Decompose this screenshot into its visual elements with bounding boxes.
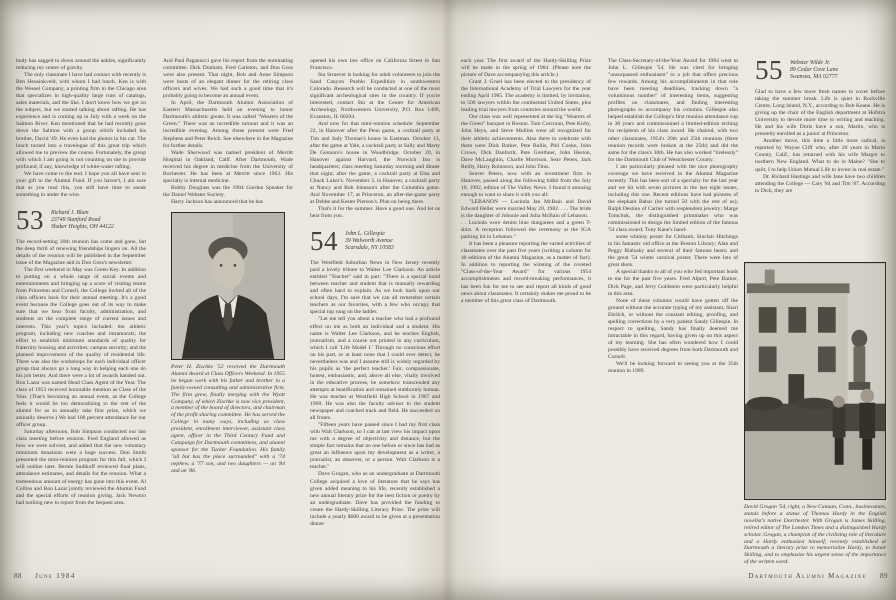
paragraph: Another move, this time a little more radical, is reported by Wayne Cliff who, after 20 years in Marin County, Calif., has returned with his wife Margot to northern New England. What to do in Maine? "She to quilt, I to help Union Mutual Life to invest in real estate.": [755, 138, 885, 173]
paragraph: some whimsy poster for Citibank; Sinclair Hitchings in his fantastic old office at the Boston Library; Alan and Peggy Bialosky and several of their famous bears; and the great '54 winter carnival poster. There were lots of great shots.: [608, 234, 738, 269]
paragraph: That's it for the summer. Have a good one. And let us hear from you.: [310, 205, 440, 220]
paragraph: We have come to the end. I hope you all have sent in your gift to the Alumni Fund. If you haven't, I am sure that as you read this, you still have time to sneak something in under the wire.: [16, 170, 146, 198]
paragraph: each year. The first award of the Hardy-Skilling Prize will be made in the spring of 1984. (Please note the picture of Dave accompanying this article.): [461, 58, 591, 79]
house-window: [818, 346, 836, 372]
paragraph: The first weekend in May was Green Key. In addition to putting on a whole range of social events and entertainments and bringing up a score of visiting teams from Princeton and Cornell, the College invited all of the class officers back for their annual meeting. It's a good event because the College goes out of its way to make sure that we hear from faculty, administration, and students on the complete range of current issues and interests. This year's topics included: the athletic program, including new coaches and intramurals; the effort to establish minimum standards of quality for fraternity housing and activities; campus security; and the planned improvement of the quality of residential life. There was also the workshops for each individual officer group that always go a long way in helping each one do his job better. And there were a lot of awards handed out. Ron Lazar was named Head Class Agent of the Year. The class of 1953 received honorable mention as Class of the Year. (That's becoming an annual event, as the College feels it would be too demoralizing to the rest of the alumni for us to annually take first prize, which we annually deserve.) We had 100 percent attendance for our officer group.: [16, 267, 146, 429]
house-window: [788, 307, 806, 333]
right-footer-magazine-title: Dartmouth Alumni Magazine: [748, 572, 867, 580]
skilling-figure-body: [833, 408, 846, 438]
grogan-figure-legs: [862, 438, 872, 470]
class-1954-notes: [310, 260, 440, 528]
paragraph: The record-setting 30th reunion has come and gone, but the deep thrill of renewing friendships lingers on. All the details of the reunion will be published in the September issue of the Magazine and in Don Goss's newsletter.: [16, 238, 146, 267]
class-1954-notes-continued-2: [608, 58, 738, 375]
class-1954-numeral: 54: [310, 226, 338, 257]
house-window: [818, 307, 836, 333]
paragraph: The Class-Secretary-of-the-Year Award for 1984 went to John L. Gillespie '54. He was cited for bringing "unsurpassed enthusiasm" to a job that offers precious few rewards. Among his accomplishments in that role have been meeting deadlines, tracking down "a voluminous number" of interesting items, suggesting profiles on classmates, and finding interesting photographs to accompany his columns. Gillespie also helped establish the College's first reunion attendance cup in 38 years and commissioned a limited-edition etching for recipients of his class award. He chaired, with two other classmates, 1954's 20th and 25th reunions (three reunion records were broken at the 25th) and did the same for the class's 30th. He has also worked "tirelessly" for the Dartmouth Club of Westchester County.: [608, 58, 738, 163]
paragraph: A special thanks to all of you who fed important leads to me for the past five years. Fred Alpert, Pete Barker, Dick Page, and Jerry Goldstein were particularly helpful in this area.: [608, 269, 738, 297]
paragraph: Our class was well represented at the big "Wearers of the Green" banquet in Boston. Tom Corcoran, Pete Kirby, John Heyn, and Steve Mullins were all recognized for their athletic achievements. Also there to celebrate with them were Dick Barker, Pete Bullis, Phil Cooke, John Crowe, Dick Danforth, Pete Greithner, John Heston, Dave McLaughlin, Charlie Morrison, Seav Peters, Jack Reilly, Harry Robinson, and John Titus.: [461, 114, 591, 170]
paragraph: Seaver Peters, now with an investment firm in Hanover, passed along the following tidbit from the July 10, 1982, edition of The Valley News. I found it amusing enough to want to share it with you all:: [461, 170, 591, 198]
zischke-portrait-photo: [171, 212, 285, 475]
secretary-address-line2: Swansea, MA 02777: [790, 74, 838, 80]
secretary-name: Webster Wilde Jr.: [790, 60, 831, 66]
paragraph: I am particularly pleased with the nice photography coverage we have received in the Alumni Magazine recently. This has been sort of a specialty for the last year and we hit with seven pictures in the last eight issues, including this one. Recent editions have had pictures of the elephant Babar (he turned 50 with the rest of us); Ralph Destino of Cartier with resplendent jewelry; Marge Tomchuk, the distinguished printmaker who was commissioned to design the limited edition of the famous '54 class award; Tony Kane's hand-: [608, 163, 738, 234]
portrait-eye-right: [234, 264, 237, 267]
paragraph: Bobby Douglass was the 1984 Gordon Speaker for the Daniel Webster Society.: [163, 184, 293, 198]
right-page-footer: [748, 572, 888, 580]
grogan-photo-caption: David Grogan '54, right, a New Canaan, Conn., businessman, stands before a statue of Thomas Hardy in the English novelist's native Dorchester. With Grogan is James Skilling, retired editor of The London Times and a distinguished Hardy scholar. Grogan, a champion of the civilizing role of literature and a Hardy enthusiast himself, recently established at Dartmouth a literary prize to memorialize Hardy, to honor Skilling, and to emphasize his urgent sense of the importance of the written word.: [744, 504, 886, 566]
outdoor-photo-illustration: [744, 262, 886, 500]
paragraph: We'll be looking forward to seeing you at the 35th reunion in 1989.: [608, 361, 738, 375]
paragraph: body has sagged to down around the ankles, significantly reducing my center of gravity.: [16, 58, 146, 72]
right-page-column-1: [461, 58, 591, 556]
right-page-column-2: [608, 58, 738, 556]
paragraph: It has been a pleasure reporting the varied activities of classmates over the past five years (writing a column for 40 editions of the Alumni Magazine, as a matter of fact). In addition to reporting the winning of the coveted "Class-of-the-Year Award" for various 1954 accomplishments and record-breaking performances, it has been fun for me to see and report all kinds of good news about classmates. It certainly makes me proud to be a member of this great class of Dartmouth.: [461, 241, 591, 304]
class-1953-notes: [16, 239, 146, 507]
zischke-photo-caption: Peter H. Zischke '52 received the Dartmouth Alumni Award at Class Officers Weekend. In 1955 he began work with his father and brother in a family-owned consulting and administrative firm. The firm grew, finally merging with the Wyatt Company, of which Zischke is now vice president, a member of the board of directors, and chairman of the profit sharing committee. He has served the College in many ways, including as class president, enrollment interviewer, assistant class agent, officer in the Third Century Fund and Campaign for Dartmouth committees, and alumni sponsor for the Tucker Foundation. His family "all but has the place surrounded" with a '74 nephew, a '77 son, and two daughters — an '84 and an '86.: [171, 363, 285, 474]
hardy-statue-plinth: [853, 346, 865, 383]
portrait-face: [211, 248, 244, 289]
house-chimney: [765, 270, 775, 286]
left-page-column-1: [16, 58, 146, 556]
secretary-name: John L. Gillespie: [345, 231, 385, 238]
class-1953-secretary-block: [51, 208, 114, 231]
grogan-figure-body: [859, 403, 875, 438]
class-1954-notes-continued: [461, 58, 591, 305]
secretary-address-line1: 23749 Stanford Road: [51, 216, 101, 223]
paragraph: Dr. Richard Hastings and wife Jane have two children attending the College — Cary '84 and Tim '87. According to Dick, they are: [755, 173, 885, 194]
paragraph: Wade Sherwood was named president of Merritt Hospital in Oakland, Calif. After Dartmouth, Wade received his degree in medicine from the University of Rochester. He has been at Merritt since 1963. His specialty is internal medicine.: [163, 149, 293, 184]
class-1955-numeral: 55: [755, 58, 783, 85]
paragraph: "Let me tell you about a teacher who had a profound effect on me as both an individual and a student. His name is Walter Lee Clarkson, and he teaches English, journalism, and a course not printed in any curriculum, which I call 'Life Model I.' Through no conscious effort on his part, or at least none that I could ever detect, he nevertheless was and I assume still is widely regarded by his pupils as 'the perfect teacher.' Fair, compassionate, honest, enthusiastic, and, above all else, vitally involved in the educative process, he somehow transcended any attempts at beatification and remained stubbornly human. He was teacher at Westfield High School in 1967 and 1968. He was also the faculty adviser to the student newspaper and coached track and field. He succeeded on all fronts.: [310, 316, 440, 422]
paragraph: opened his own law office on California Street in San Francisco.: [310, 58, 440, 72]
skilling-figure-head: [833, 396, 845, 408]
class-1953-notes-end: [310, 58, 440, 220]
secretary-address-line1: 89 Cedar Cove Lane: [790, 67, 839, 73]
grogan-hardy-statue-photo: [744, 262, 886, 566]
paragraph: Glad to have a few more fresh names to cover before taking the summer break. Life is quiet in Rockville Centre, Long Island, N.Y., according to Bob Keane. He is giving up the chair of the English department at Hofstra University to devote more time to writing and teaching. He and his wife Doris have a son, Martin, who is presently enrolled as a junior at Princeton.: [755, 89, 885, 138]
left-page-footer: [14, 572, 76, 580]
class-1954-section-header: [310, 226, 440, 257]
secretary-name: Richard J. Blum: [51, 209, 89, 216]
paragraph: In April, the Dartmouth Alumni Association of Eastern Massachusetts held an evening to honor Dartmouth's athletic greats. It was called "Wearers of the Green." There was an incredible turnout and it was an incredible evening. Among those present were Fred Stephens and Peter Reich. See elsewhere in the Magazine for further details.: [163, 100, 293, 149]
paragraph: The only classmate I have had contact with recently is Ben Heusinkveld, with whom I had lunch. Ken is with the Wessel Company, a printing firm in the Chicago area that specializes in high-quality large runs of catalogs, sales materials, and the like. I don't know how we got on the subject, but we started talking about rafting. He has experience and is coming up in July with a week on the Salmon River. Ken mentioned that he had recently gone down the Salmon with a group which included his brother, David '49. He even had the photos in his car. The lunch turned into a travelogue of this great trip which allowed me to preview the course. Fortunately, the group with which I am going is not counting on me to provide profound, if any, knowledge of white-water rafting.: [16, 72, 146, 170]
skilling-figure-legs: [835, 437, 844, 465]
hedge-top: [794, 398, 833, 410]
hedge-top: [747, 397, 782, 411]
paragraph: "LEBANON — Lucinda Jan McBain and David Edward Heller were married May 28, 1982. . . . The bride is the daughter of Johnnie and Julia McBain of Lebanon. . . . Lucinda wore denim blue dungarees and a green T-shirt. A reception followed the ceremony at the IGA parking lot in Lebanon.": [461, 198, 591, 241]
house-window: [759, 346, 777, 372]
paragraph: Harry Jackson has announced that he has: [171, 198, 263, 205]
class-1952-notes-continued: [16, 58, 146, 199]
class-1955-section-header: [755, 58, 885, 83]
paragraph: "Fifteen years have passed since I had my first class with Walt Clarkson, so I can at last view his impact upon me with a degree of objectivity and distance, but the simple fact remains that no one before or since has had as great an influence upon my development as a writer, a journalist, an observer, or a person. Walt Clarkson is a teacher.": [310, 422, 440, 471]
portrait-photo-illustration: [171, 212, 285, 360]
paragraph: Grant J. Gruel has been elected to the presidency of the International Academy of Trial Lawyers for the year ending April 1985. The academy is limited, by invitation, to 500 lawyers within the continental United States, plus leading trial lawyers from countries around the world.: [461, 79, 591, 114]
paragraph: And now for that mini-reunion schedule: September 22, in Hanover after the Penn game, a cocktail party at Tim and Judy Thomas's house in Eastman. October 13, after the game at Yale, a cocktail party at Sally and Marty De Gennaro's house in Woodbridge. October 20, in Hanover against Harvard, the Norwich Inn is headquarters; class meeting Saturday morning and dinner that night; after the game, a cocktail party at Elsa and Chuck Luker's. November 3, in Hanover, a cocktail party at Nancy and Bob Johnson's after the Columbia game. And November 17, at Princeton, an after-the-game party at Debbe and Kester Pierson's. Plan on being there.: [310, 121, 440, 205]
secretary-address-line2: Shaker Heights, OH 44122: [51, 223, 114, 230]
hardy-statue-bust: [851, 330, 867, 348]
class-1955-secretary-block: [790, 58, 838, 81]
class-1953-numeral: 53: [16, 204, 44, 235]
paragraph: The Westfield Suburban News in New Jersey recently paid a lovely tribute to Walter Lee Clarkson. An article entitled "Teacher" said in part: "There is a special bond between teacher and student that is mutually rewarding and often hard to explain. As we look back upon our school days, I'm sure that we can all remember certain teachers as our favorites, with a few who occupy that special top rung on the ladder.: [310, 260, 440, 316]
left-page-number: 88: [14, 572, 22, 580]
left-footer-issue-date: June 1984: [35, 572, 76, 580]
secretary-address-line1: 39 Walworth Avenue: [345, 238, 393, 245]
paragraph: Stu Struever is looking for adult volunteers to join the Sand Canyon Pueblo Expedition in southwestern Colorado. Research will be conducted at one of the most significant archeological sites in the country. If you're interested, contact Stu at the Center for American Archeology, Northwestern University, P.O. Box 1499, Evanston, IL 60204.: [310, 72, 440, 121]
right-page-number: 89: [880, 572, 888, 580]
class-1955-notes: [755, 89, 885, 195]
grogan-figure-head: [860, 389, 874, 403]
house-window: [759, 307, 777, 333]
right-page-column-3: [755, 58, 885, 260]
portrait-eye-left: [220, 264, 223, 267]
house-roofline: [747, 283, 850, 293]
secretary-address-line2: Scarsdale, NY 10583: [345, 245, 394, 252]
class-1954-secretary-block: [345, 229, 394, 252]
paragraph: Dave Grogan, who as an undergraduate at Dartmouth College acquired a love of literature that he says has given added meaning to his life, recently established a new annual literary prize for the best fiction or poetry by an undergraduate. Dave has provided the funding to create the Hardy-Skilling Literary Prize. The prize will include a yearly $600 award to be given at a presentation dinner: [310, 471, 440, 527]
class-1953-section-header: [16, 204, 146, 235]
left-page-column-3: [310, 58, 440, 556]
paragraph: And Paul Paganucci gave his report from the nominating committee. Dick Dunham, Fred Carleton, and Don Goss were also present. That night, Bob and Anne Simpson were hosts of an elegant dinner for the retiring class officers and wives. We had such a good time that it's probably going to become an annual event.: [163, 58, 293, 100]
left-page-column-2: [163, 58, 293, 556]
paragraph: Saturday afternoon, Bob Simpson conducted our last class meeting before reunion. Fred England allowed as how we were solvent, and added that the new voluntary minimum donations were a huge success. Don Smith presented the mini-reunion program for this fall, which I will outline later. Bernie Sudikoff reviewed final plans, attendance estimates, and details for the reunion. What a tremendous amount of energy has gone into this event. Al Collins and Ron Lazar jointly reviewed the Alumni Fund and the special efforts of reunion giving. Jack Newton had nothing new to report from the bequest area.: [16, 429, 146, 506]
paragraph: None of these columns would have gotten off the ground without the accurate typing of my assistant, Shari Ehrlich, or without the constant editing, proofing, and spelling corrections by a very patient Sandy Gillespie. In respect to spelling, Sandy has finally deemed me intractable in this regard, having given up on this aspect of my learning. She has often wondered how I could possibly have received degrees from both Dartmouth and Cornell.: [608, 297, 738, 360]
class-1953-notes-continued: [163, 58, 293, 206]
hardy-statue-base: [849, 382, 871, 390]
